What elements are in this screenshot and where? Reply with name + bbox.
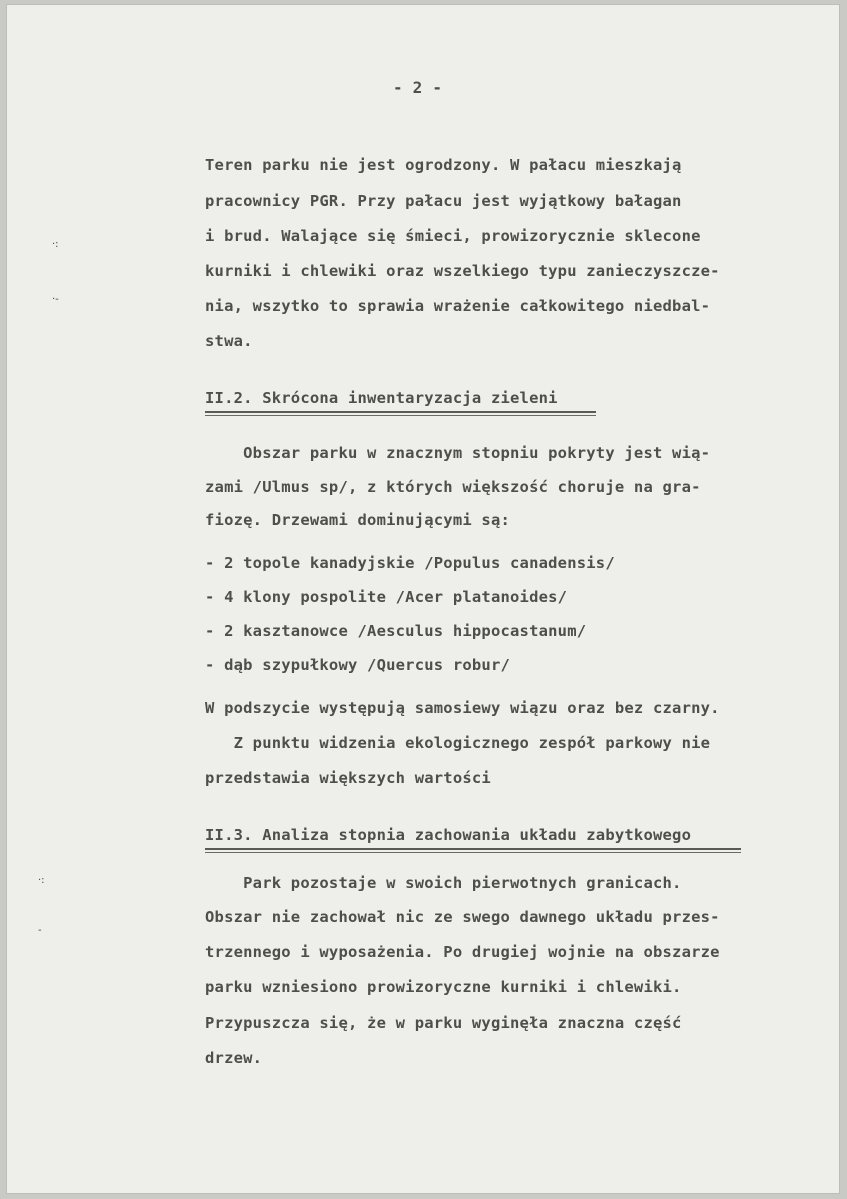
list-item: - dąb szypułkowy /Quercus robur/ bbox=[205, 656, 511, 674]
page-number: - 2 - bbox=[393, 78, 443, 97]
paragraph-line: W podszycie występują samosiewy wiązu oraz bez czarny. bbox=[205, 699, 720, 717]
paragraph-line: zami /Ulmus sp/, z których większość choruje na gra- bbox=[205, 478, 701, 496]
list-item: - 4 klony pospolite /Acer platanoides/ bbox=[205, 588, 568, 606]
paragraph-line: fiozę. Drzewami dominującymi są: bbox=[205, 511, 511, 529]
heading-underline bbox=[205, 411, 596, 413]
paragraph-line: Przypuszcza się, że w parku wyginęła znaczna część bbox=[205, 1014, 682, 1032]
paragraph-line: parku wzniesiono prowizoryczne kurniki i chlewiki. bbox=[205, 978, 682, 996]
paragraph-line: przedstawia większych wartości bbox=[205, 769, 491, 787]
heading-underline bbox=[205, 848, 741, 850]
paragraph-line: Park pozostaje w swoich pierwotnych granicach. bbox=[205, 874, 682, 892]
section-heading: II.3. Analiza stopnia zachowania układu zabytkowego bbox=[205, 826, 692, 844]
paragraph-line: kurniki i chlewiki oraz wszelkiego typu zanieczyszcze- bbox=[205, 262, 720, 280]
section-heading: II.2. Skrócona inwentaryzacja zieleni bbox=[205, 389, 558, 407]
paragraph-line: Teren parku nie jest ogrodzony. W pałacu mieszkają bbox=[205, 156, 682, 174]
list-item: - 2 topole kanadyjskie /Populus canadensis/ bbox=[205, 554, 615, 572]
paragraph-line: Obszar nie zachował nic ze swego dawnego układu przes- bbox=[205, 908, 720, 926]
heading-underline bbox=[205, 852, 741, 853]
paragraph-line: i brud. Walające się śmieci, prowizorycznie sklecone bbox=[205, 227, 701, 245]
list-item: - 2 kasztanowce /Aesculus hippocastanum/ bbox=[205, 622, 587, 640]
paragraph-line: stwa. bbox=[205, 332, 253, 350]
paragraph-line: pracownicy PGR. Przy pałacu jest wyjątkowy bałagan bbox=[205, 192, 682, 210]
paragraph-line: drzew. bbox=[205, 1049, 263, 1067]
paragraph-line: trzennego i wyposażenia. Po drugiej wojnie na obszarze bbox=[205, 943, 720, 961]
heading-underline bbox=[205, 415, 596, 416]
paragraph-line: Z punktu widzenia ekologicznego zespół parkowy nie bbox=[205, 734, 711, 752]
margin-mark: ·: bbox=[38, 875, 45, 886]
margin-mark: ·: bbox=[52, 239, 59, 250]
margin-mark: ·- bbox=[52, 294, 59, 305]
margin-mark: - bbox=[38, 925, 42, 936]
paragraph-line: nia, wszytko to sprawia wrażenie całkowitego niedbal- bbox=[205, 297, 711, 315]
paragraph-line: Obszar parku w znacznym stopniu pokryty jest wią- bbox=[205, 444, 711, 462]
